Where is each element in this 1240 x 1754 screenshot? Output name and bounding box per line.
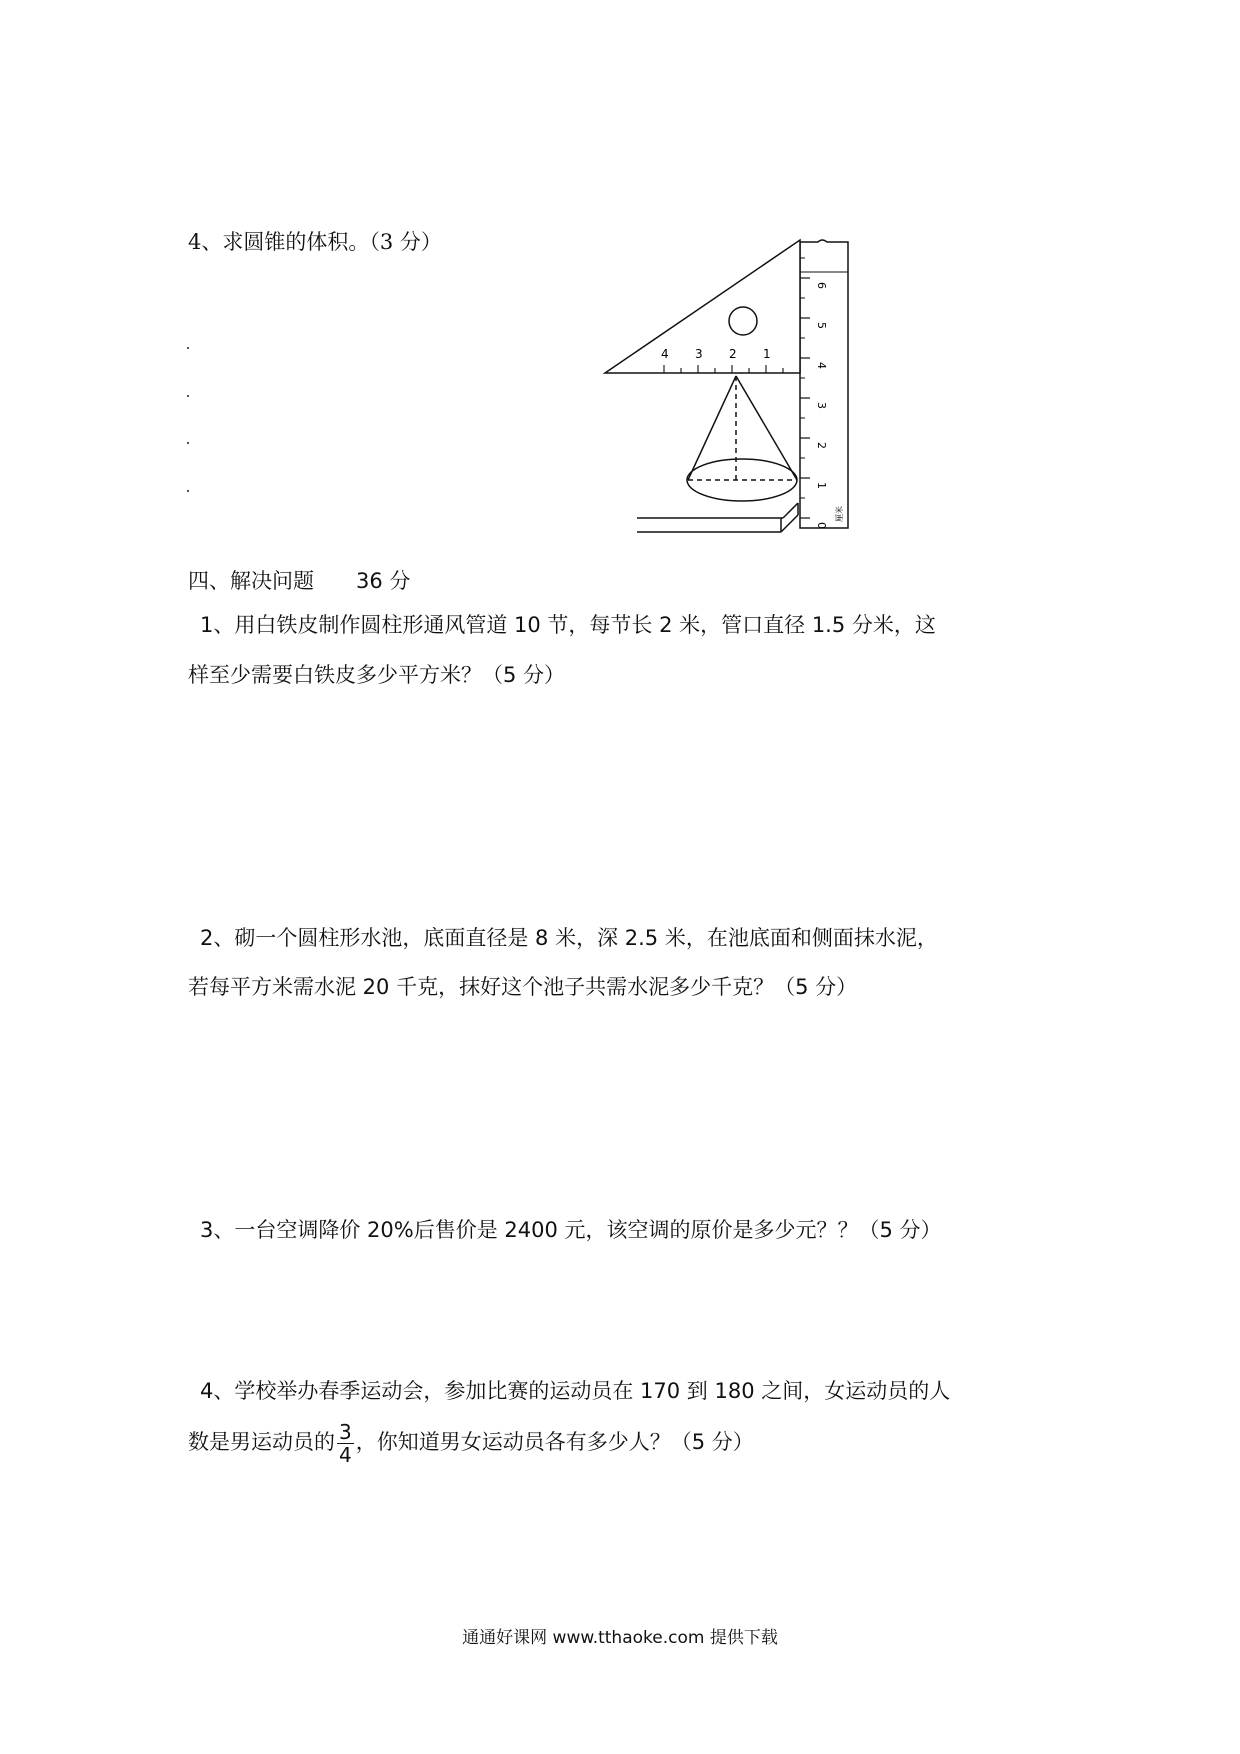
margin-dot xyxy=(187,490,189,492)
section-heading xyxy=(188,565,410,597)
fraction-denominator: 4 xyxy=(339,1442,352,1467)
set-square-tick-label: 4 xyxy=(661,347,669,361)
ruler-tick-label: 2 xyxy=(815,442,828,449)
ruler-tick-label: 1 xyxy=(815,482,828,489)
margin-dot xyxy=(187,442,189,444)
set-square-tick-label: 2 xyxy=(729,347,737,361)
ruler-unit-label: 厘米 xyxy=(835,506,844,522)
problem-1-line-1: 1、用白铁皮制作圆柱形通风管道 10 节，每节长 2 米，管口直径 1.5 分米，这 xyxy=(200,613,936,637)
section-score: 36 分 xyxy=(356,569,411,593)
cone-measurement-figure xyxy=(600,228,860,548)
geometry-question-4: 4、求圆锥的体积。（3 分） xyxy=(188,230,442,254)
footer-credit: 通通好课网 www.tthaoke.com 提供下载 xyxy=(462,1628,778,1648)
ruler-tick-label: 5 xyxy=(815,322,828,329)
problem-4-text-after-fraction: ，你知道男女运动员各有多少人？（5 分） xyxy=(355,1430,754,1454)
margin-dot xyxy=(187,347,189,349)
ruler-tick-label: 0 xyxy=(815,522,828,529)
ruler-tick-label: 6 xyxy=(815,282,828,289)
set-square-tick-label: 3 xyxy=(695,347,703,361)
problem-3-line-1: 3、一台空调降价 20%后售价是 2400 元，该空调的原价是多少元？？（5 分） xyxy=(200,1218,942,1242)
problem-1-line-2: 样至少需要白铁皮多少平方米？（5 分） xyxy=(188,663,566,687)
fraction-three-quarters xyxy=(337,1421,354,1466)
ruler-tick-label: 3 xyxy=(815,402,828,409)
section-title: 四、解决问题 xyxy=(188,569,314,593)
table-slab xyxy=(637,503,798,532)
problem-4-line-2 xyxy=(188,1418,754,1466)
fraction-numerator: 3 xyxy=(339,1419,352,1444)
problem-2-line-2: 若每平方米需水泥 20 千克，抹好这个池子共需水泥多少千克？（5 分） xyxy=(188,975,858,999)
cone xyxy=(687,376,797,501)
ruler-tick-label: 4 xyxy=(815,362,828,369)
problem-2-line-1: 2、砌一个圆柱形水池，底面直径是 8 米，深 2.5 米，在池底面和侧面抹水泥， xyxy=(200,926,938,950)
problem-4-text-before-fraction: 数是男运动员的 xyxy=(188,1430,335,1454)
problem-4-line-1: 4、学校举办春季运动会，参加比赛的运动员在 170 到 180 之间，女运动员的人 xyxy=(200,1379,951,1403)
margin-dot xyxy=(187,395,189,397)
set-square-tick-label: 1 xyxy=(763,347,771,361)
